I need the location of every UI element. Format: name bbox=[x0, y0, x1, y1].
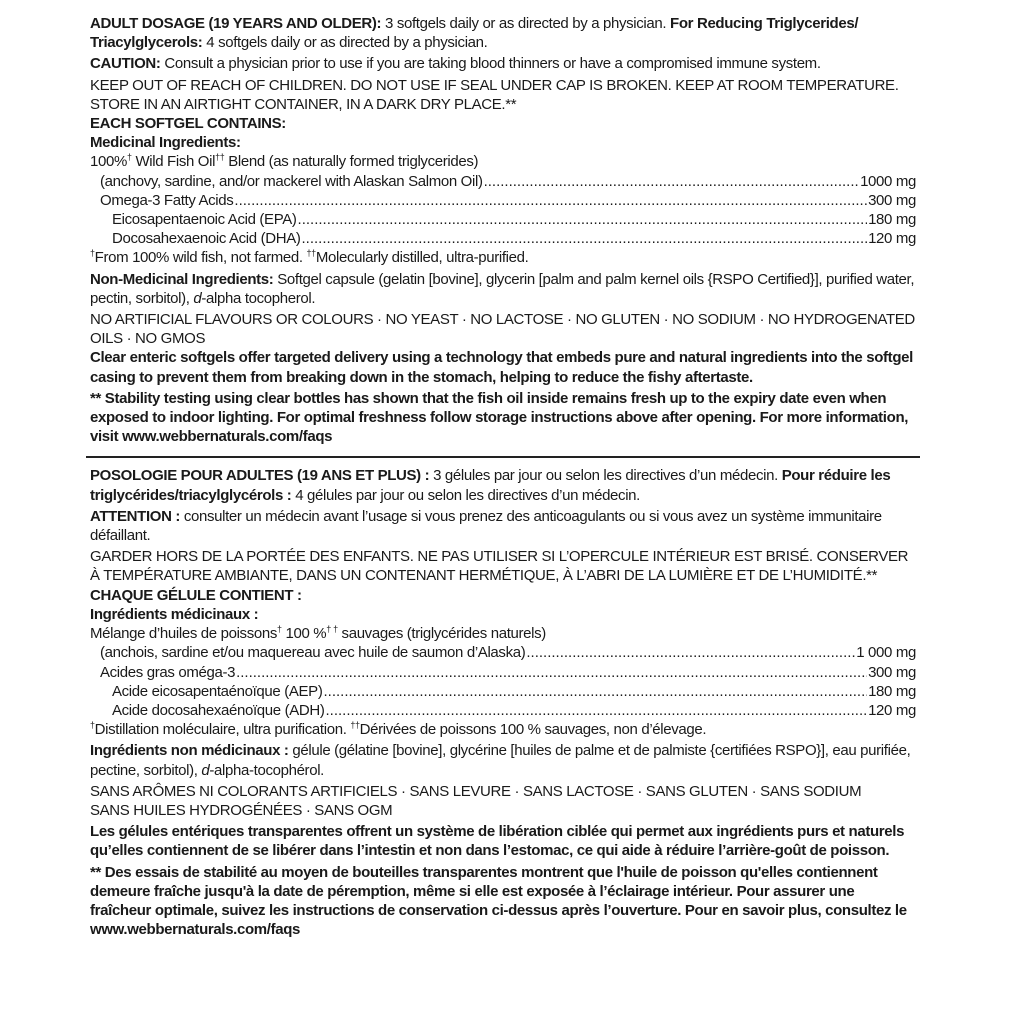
enteric-paragraph bbox=[90, 822, 916, 860]
supplement-label bbox=[90, 14, 916, 939]
stability-text: ** Stability testing using clear bottles has shown that the fish oil inside remains fresh up to the expiry date even when exposed to indoor lighting. For optimal freshness follow storage instructions above after opening. For more information, visit www.webbernaturals.com/faqs bbox=[90, 389, 909, 446]
ingredient-amount: 1 000 mg bbox=[856, 644, 916, 662]
leader-dots bbox=[326, 701, 868, 720]
blend-line bbox=[90, 624, 916, 643]
non-medicinal-text-end: -alpha tocopherol. bbox=[201, 289, 316, 307]
caution-paragraph bbox=[90, 507, 916, 545]
free-from-line: NO ARTIFICIAL FLAVOURS OR COLOURS · NO YEAST · NO LACTOSE · NO GLUTEN · NO SODIUM · NO HYDROGENATED OILS · NO GMOS bbox=[90, 311, 915, 348]
free-from-line-2: SANS HUILES HYDROGÉNÉES · SANS OGM bbox=[90, 801, 393, 819]
dosage-label: POSOLOGIE POUR ADULTES (19 ANS ET PLUS) : bbox=[90, 467, 430, 485]
blend-name: Mélange d’huiles de poissons bbox=[90, 625, 277, 643]
leader-dots bbox=[236, 663, 867, 682]
non-medicinal-text: Softgel capsule (gelatin [bovine], glycerin [palm and palm kernel oils {RSPO Certified}], purified water, pectin, sorbitol), bbox=[90, 270, 915, 307]
ingredient-amount: 180 mg bbox=[868, 682, 916, 700]
dosage-text: 3 softgels daily or as directed by a physician. bbox=[381, 15, 671, 32]
non-medicinal-text: gélule (gélatine [bovine], glycérine [huiles de palme et de palmiste {certifiées RSPO}], eau purifiée, pectine, sorbitol), bbox=[90, 742, 911, 779]
ingredient-amount: 300 mg bbox=[868, 663, 916, 681]
each-contains-heading bbox=[90, 114, 916, 133]
triglycerides-label: For Reducing Triglycerides/ Triacylglycerols: bbox=[90, 15, 859, 52]
ingredient-row bbox=[90, 701, 916, 720]
leader-dots bbox=[298, 210, 868, 229]
english-section bbox=[90, 14, 916, 446]
ingredient-row bbox=[90, 682, 916, 701]
french-section bbox=[90, 466, 916, 939]
medicinal-heading-text: Medicinal Ingredients: bbox=[90, 134, 241, 152]
dosage-paragraph bbox=[90, 466, 916, 504]
footnote-text-1: From 100% wild fish, not farmed. bbox=[94, 249, 307, 267]
stability-text: ** Des essais de stabilité au moyen de bouteilles transparentes montrent que l'huile de poisson qu'elles contiennent demeure fraîche jusqu'à la date de péremption, même si elle est exposée à l’éclairage intérieur. Pour assurer une fraîcheur optimale, suivez les instructions de conservation ci-dessus après l’ouverture. Pour en savoir plus, consultez le www.webbernaturals.com/faqs bbox=[90, 863, 907, 939]
each-contains-text: CHAQUE GÉLULE CONTIENT : bbox=[90, 586, 302, 604]
medicinal-heading bbox=[90, 605, 916, 624]
free-from-line: SANS ARÔMES NI COLORANTS ARTIFICIELS · SANS LEVURE · SANS LACTOSE · SANS GLUTEN · SANS SODIUM bbox=[90, 782, 862, 800]
ingredient-amount: 120 mg bbox=[868, 701, 916, 719]
caution-text: Consult a physician prior to use if you are taking blood thinners or have a compromised immune system. bbox=[160, 55, 821, 73]
triglycerides-label: Pour réduire les triglycérides/triacylglycérols : bbox=[90, 467, 891, 504]
footnote-double-dagger: †† bbox=[350, 720, 360, 731]
non-medicinal-text-end: -alpha-tocophérol. bbox=[209, 761, 324, 779]
leader-dots bbox=[302, 229, 868, 248]
blend-percent: 100 % bbox=[281, 625, 327, 643]
ingredient-row bbox=[90, 663, 916, 682]
ingredient-name: (anchois, sardine et/ou maquereau avec huile de saumon d’Alaska) bbox=[100, 644, 526, 662]
non-medicinal-paragraph bbox=[90, 741, 916, 779]
non-medicinal-label: Non-Medicinal Ingredients: bbox=[90, 270, 274, 288]
blend-dagger: † bbox=[126, 152, 132, 163]
ingredient-amount: 300 mg bbox=[868, 191, 916, 209]
ingredient-name: Acide eicosapentaénoïque (AEP) bbox=[112, 682, 323, 700]
language-divider bbox=[86, 456, 920, 458]
blend-dagger: † bbox=[277, 624, 282, 635]
footnote bbox=[90, 248, 916, 267]
blend-percent: 100% bbox=[90, 153, 127, 171]
ingredient-row bbox=[90, 191, 916, 210]
leader-dots bbox=[323, 682, 867, 701]
enteric-text: Clear enteric softgels offer targeted delivery using a technology that embeds pure and natural ingredients into the softgel casing to prevent them from breaking down in the stomach, helping to reduce the fishy aftertaste. bbox=[90, 349, 913, 386]
medicinal-heading bbox=[90, 133, 916, 152]
each-contains-text: EACH SOFTGEL CONTAINS: bbox=[90, 115, 286, 133]
caution-label: ATTENTION : bbox=[90, 507, 181, 525]
enteric-paragraph bbox=[90, 348, 916, 386]
non-medicinal-italic: d bbox=[193, 289, 202, 307]
footnote-double-dagger: †† bbox=[306, 248, 316, 259]
dosage-text: 3 gélules par jour ou selon les directives d’un médecin. bbox=[429, 467, 782, 485]
medicinal-heading-text: Ingrédients médicinaux : bbox=[90, 605, 259, 623]
footnote-dagger: † bbox=[90, 248, 95, 259]
blend-line bbox=[90, 152, 916, 171]
blend-double-dagger: † † bbox=[326, 624, 338, 635]
ingredient-amount: 180 mg bbox=[868, 211, 916, 229]
ingredient-row bbox=[90, 172, 916, 191]
dosage-label: ADULT DOSAGE (19 YEARS AND OLDER): bbox=[90, 15, 382, 32]
blend-name: Wild Fish Oil bbox=[131, 153, 216, 171]
ingredient-name: Acides gras oméga-3 bbox=[100, 663, 236, 681]
ingredient-name: Omega-3 Fatty Acids bbox=[100, 191, 234, 209]
footnote bbox=[90, 720, 916, 739]
leader-dots bbox=[234, 191, 867, 210]
caution-paragraph bbox=[90, 54, 916, 73]
leader-dots bbox=[484, 172, 859, 191]
footnote-dagger: † bbox=[90, 720, 95, 731]
ingredient-name: Docosahexaenoic Acid (DHA) bbox=[112, 230, 301, 248]
triglycerides-text: 4 gélules par jour ou selon les directives d’un médecin. bbox=[291, 486, 640, 504]
ingredient-name: Acide docosahexaénoïque (ADH) bbox=[112, 701, 325, 719]
blend-double-dagger: †† bbox=[215, 152, 225, 163]
caution-label: CAUTION: bbox=[90, 55, 161, 73]
non-medicinal-italic: d bbox=[201, 761, 210, 779]
non-medicinal-label: Ingrédients non médicinaux : bbox=[90, 742, 289, 760]
stability-paragraph bbox=[90, 863, 916, 940]
ingredient-name: (anchovy, sardine, and/or mackerel with Alaskan Salmon Oil) bbox=[100, 172, 483, 190]
blend-description: Blend (as naturally formed triglycerides) bbox=[224, 153, 479, 171]
storage-warning: KEEP OUT OF REACH OF CHILDREN. DO NOT USE IF SEAL UNDER CAP IS BROKEN. KEEP AT ROOM TEMPERATURE. STORE IN AN AIRTIGHT CONTAINER, IN A DARK DRY PLACE.** bbox=[90, 76, 899, 113]
storage-warning: GARDER HORS DE LA PORTÉE DES ENFANTS. NE PAS UTILISER SI L’OPERCULE INTÉRIEUR EST BRISÉ. CONSERVER À TEMPÉRATURE AMBIANTE, DANS UN CONTENANT HERMÉTIQUE, À L’ABRI DE LA LUMIÈRE ET DE L’HUMIDITÉ.** bbox=[90, 548, 909, 585]
ingredient-row bbox=[90, 210, 916, 229]
footnote-text-2: Dérivées de poissons 100 % sauvages, non d’élevage. bbox=[359, 721, 707, 739]
ingredient-amount: 1000 mg bbox=[860, 172, 916, 190]
blend-description: sauvages (triglycérides naturels) bbox=[337, 625, 546, 643]
ingredient-name: Eicosapentaenoic Acid (EPA) bbox=[112, 211, 297, 229]
each-contains-heading bbox=[90, 586, 916, 605]
stability-paragraph bbox=[90, 389, 916, 447]
footnote-text-2: Molecularly distilled, ultra-purified. bbox=[315, 249, 529, 267]
leader-dots bbox=[526, 643, 855, 662]
non-medicinal-paragraph bbox=[90, 270, 916, 308]
footnote-text-1: Distillation moléculaire, ultra purification. bbox=[94, 721, 351, 739]
caution-text: consulter un médecin avant l’usage si vous prenez des anticoagulants ou si vous avez un système immunitaire défaillant. bbox=[90, 507, 882, 545]
ingredient-row bbox=[90, 643, 916, 662]
ingredient-amount: 120 mg bbox=[868, 230, 916, 248]
ingredient-row bbox=[90, 229, 916, 248]
triglycerides-text: 4 softgels daily or as directed by a physician. bbox=[202, 34, 488, 52]
dosage-paragraph bbox=[90, 14, 916, 52]
enteric-text: Les gélules entériques transparentes offrent un système de libération ciblée qui permet aux ingrédients purs et naturels qu’elles contiennent de se libérer dans l’intestin et non dans l’estomac, ce qui aide à réduire l’arrière-goût de poisson. bbox=[90, 823, 905, 860]
